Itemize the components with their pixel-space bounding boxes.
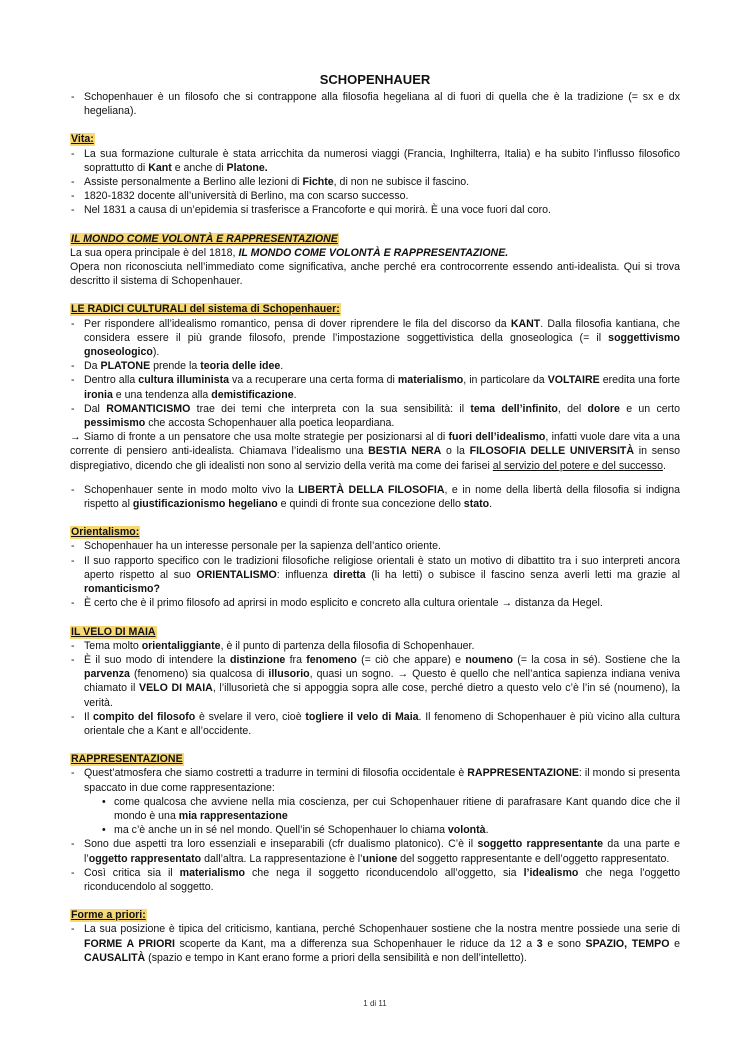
- text: fuori dell’idealismo: [448, 431, 546, 444]
- text: oggetto rappresentato: [88, 852, 202, 865]
- text: , in particolare da: [463, 374, 548, 387]
- text: compito del filosofo: [93, 710, 196, 723]
- section-heading-radici: LE RADICI CULTURALI del sistema di Schopenhauer:: [71, 303, 340, 316]
- list-item: [70, 483, 680, 511]
- text: : il mondo si presenta spaccato in due come rappresentazione:: [84, 767, 680, 794]
- text: va a recuperare una certa forma di: [229, 374, 398, 387]
- text: romanticismo?: [84, 583, 160, 596]
- sub-list: [84, 795, 680, 838]
- text: fenomeno: [306, 653, 357, 666]
- text: KANT: [510, 317, 541, 330]
- section-heading-mondo: IL MONDO COME VOLONTÀ E RAPPRESENTAZIONE: [71, 232, 338, 245]
- section-velo: [70, 625, 680, 739]
- text: Da: [84, 360, 101, 373]
- text: → Siamo di fronte a un pensatore che usa molte strategie per posizionarsi al di: [70, 431, 449, 444]
- text: e una tendenza alla: [112, 388, 212, 401]
- text: : influenza: [276, 568, 334, 581]
- text: VOLTAIRE: [547, 374, 600, 387]
- list-item: [70, 866, 680, 894]
- text: unione: [362, 852, 398, 865]
- text: e sono: [542, 937, 586, 950]
- text: l’idealismo: [523, 866, 579, 879]
- list-item: [70, 837, 680, 865]
- text: da una parte e l’: [84, 838, 680, 865]
- text: tema dell’infinito: [470, 402, 558, 415]
- text: ROMANTICISMO: [106, 402, 191, 415]
- text: trae dei temi che interpreta con la sua sensibilità: il: [190, 402, 471, 415]
- text: ORIENTALISMO: [196, 568, 277, 581]
- section-orientalismo: [70, 525, 680, 610]
- vita-list: [70, 147, 680, 218]
- spacer: [70, 473, 680, 483]
- text: , e in nome della libertà della filosofia si indigna rispetto al: [84, 483, 681, 511]
- text: (spazio e tempo in Kant erano forme a priori della sensibilità e non dell’intelletto).: [145, 951, 527, 964]
- text: .: [293, 388, 297, 401]
- text: eredita una forte: [599, 374, 680, 387]
- rappresentazione-list: [70, 766, 680, 894]
- text: FORME A PRIORI: [84, 937, 175, 950]
- text: Dentro alla: [84, 374, 139, 387]
- text: giustificazionismo hegeliano: [132, 498, 278, 511]
- section-mondo: [70, 232, 680, 289]
- text: distinzione: [229, 653, 286, 666]
- text: .: [489, 498, 493, 511]
- text: orientaliggiante: [141, 639, 221, 652]
- paragraph: [70, 260, 680, 288]
- text: che accosta Schopenhauer alla poetica leopardiana.: [145, 417, 395, 430]
- text: BESTIA NERA: [368, 445, 442, 458]
- text: Nel 1831 a causa di un’epidemia si trasferisce a Francoforte e qui morirà. È una voce fuori dal coro.: [84, 204, 551, 217]
- list-item: [70, 147, 680, 175]
- text: (li ha letti) o subisce il fascino senza averli letti ma grazie al: [365, 568, 680, 581]
- text: ironia: [84, 388, 113, 401]
- text: scoperte da Kant, ma a differenza sua Schopenhauer le riduce da 12 a: [174, 937, 537, 950]
- text: (= ciò che appare) e: [356, 653, 466, 666]
- text: cultura illuminista: [138, 374, 230, 387]
- text: È il suo modo di intendere la: [84, 653, 230, 666]
- text: volontà: [447, 824, 486, 837]
- text: soggettivismo gnoseologico: [84, 331, 680, 359]
- section-heading-orientalismo: Orientalismo:: [71, 526, 140, 539]
- text: Il suo rapporto specifico con le tradizioni filosofiche religiose orientali è stato un motivo di dibattito tra i suo interpreti ancora aperto rispetto al suo: [84, 554, 680, 581]
- text: mia rappresentazione: [178, 809, 288, 822]
- text: è svelare il vero, cioè: [195, 710, 306, 723]
- text: .: [662, 459, 666, 472]
- text: ma c’è anche un in sé nel mondo. Quell’in sé Schopenhauer lo chiama: [114, 824, 448, 837]
- list-item: [70, 766, 680, 837]
- text: SPAZIO, TEMPO: [585, 937, 670, 950]
- text: , di non ne subisce il fascino.: [333, 176, 470, 189]
- text: RAPPRESENTAZIONE: [467, 767, 579, 780]
- paragraph: [70, 246, 680, 260]
- text: È certo che è il primo filosofo ad aprirsi in modo esplicito e concreto alla cultura orientale → distanza da Hegel.: [84, 597, 603, 610]
- text: Platone.: [226, 161, 268, 174]
- text: Quest’atmosfera che siamo costretti a tradurre in termini di filosofia occidentale è: [84, 767, 468, 780]
- radici-list-2: [70, 483, 680, 511]
- text: La sua posizione è tipica del criticismo, kantiana, perché Schopenhauer sostiene che la nostra mentre possiede una serie di: [84, 923, 680, 936]
- text: fra: [285, 653, 307, 666]
- text: Schopenhauer ha un interesse personale per la sapienza dell’antico oriente.: [84, 540, 441, 553]
- section-heading-velo: IL VELO DI MAIA: [71, 625, 156, 638]
- text: al servizio del potere e del successo: [492, 459, 663, 472]
- list-item: [70, 175, 680, 189]
- text: Dal: [84, 402, 107, 415]
- text: 3: [536, 937, 543, 950]
- list-item: [70, 596, 680, 610]
- text: , del: [557, 402, 588, 415]
- text: Kant: [148, 161, 172, 174]
- list-item: [70, 653, 680, 710]
- list-item: [70, 203, 680, 217]
- text: in senso dispregiativo, dicendo che gli idealisti non sono al servizio della verità ma come dei farisei: [70, 445, 681, 472]
- list-item: [70, 359, 680, 373]
- text: IL MONDO COME VOLONTÀ E RAPPRESENTAZIONE.: [238, 246, 509, 259]
- text: 1820-1832 docente all’università di Berlino, ma con scarso successo.: [84, 190, 409, 203]
- text: Così critica sia il: [84, 866, 180, 879]
- text: soggetto rappresentante: [477, 838, 604, 851]
- text: materialismo: [179, 866, 246, 879]
- text: Il: [84, 710, 94, 723]
- radici-list: [70, 317, 680, 431]
- text: . Dalla filosofia kantiana, che considera essere il più grande filosofo, prende l’impostazione soggettivistica della gnoseologica (= il: [84, 317, 681, 344]
- sub-list-item: [100, 795, 680, 823]
- list-item: [70, 373, 680, 401]
- section-heading-forme: Forme a priori:: [71, 909, 146, 922]
- text: Fichte: [302, 176, 334, 189]
- list-item: [70, 317, 680, 360]
- section-heading-vita: Vita:: [71, 133, 94, 146]
- text: . Il fenomeno di Schopenhauer è più vicino alla cultura orientale che a Kant e all’occidente.: [84, 710, 680, 737]
- intro-list: [70, 90, 680, 118]
- text: CAUSALITÀ: [84, 951, 146, 964]
- list-item: [70, 402, 680, 430]
- text: parvenza: [84, 668, 130, 681]
- text: (= la cosa in sé). Sostiene che la: [512, 653, 681, 666]
- velo-list: [70, 639, 680, 738]
- text: diretta: [333, 568, 366, 581]
- text: FILOSOFIA DELLE UNIVERSITÀ: [469, 445, 635, 458]
- list-item: [70, 189, 680, 203]
- text: teoria delle idee: [200, 360, 281, 373]
- intro-text: Schopenhauer è un filosofo che si contrappone alla filosofia hegeliana al di fuori di quella che è la tradizione (= sx e dx hegeliana).: [84, 91, 680, 118]
- text: e anche di: [171, 161, 227, 174]
- text: ).: [152, 346, 160, 359]
- list-item: [70, 710, 680, 738]
- text: .: [485, 824, 489, 837]
- list-item: [70, 539, 680, 553]
- text: La sua formazione culturale è stata arricchita da numerosi viaggi (Francia, Inghilterra, Italia) e ha subito l’influsso filosofico soprattutto di: [84, 147, 680, 174]
- sub-list-item: [100, 823, 680, 837]
- text: LIBERTÀ DELLA FILOSOFIA: [298, 483, 445, 496]
- text: .: [280, 360, 284, 373]
- text: dall’altra. La rappresentazione è l’: [201, 852, 363, 865]
- paragraph: [70, 430, 680, 473]
- text: PLATONE: [100, 360, 151, 373]
- text: che nega l’oggetto riconducendolo al soggetto.: [84, 866, 681, 893]
- text: Assiste personalmente a Berlino alle lezioni di: [84, 176, 303, 189]
- list-item: [70, 90, 680, 118]
- section-radici: [70, 302, 680, 511]
- section-forme: [70, 908, 680, 965]
- orientalismo-list: [70, 539, 680, 610]
- text: pessimismo: [84, 417, 146, 430]
- text: , infatti vuole dare vita a una corrente di pensiero anti-idealista. Chiamava l’idealismo una: [70, 431, 680, 458]
- text: (fenomeno) sia qualcosa di: [129, 668, 269, 681]
- text: , è il punto di partenza della filosofia di Schopenhauer.: [220, 639, 475, 652]
- text: , l’illusorietà che si appoggia sopra alle cose, perché dietro a questo velo c’è l’in sé (noumeno), la verità.: [84, 682, 680, 709]
- text: che nega il soggetto riconducendolo all’oggetto, sia: [245, 866, 524, 879]
- section-heading-rappresentazione: RAPPRESENTAZIONE: [71, 753, 183, 766]
- text: stato: [463, 498, 490, 511]
- text: e: [669, 937, 680, 950]
- text: demistificazione: [211, 388, 294, 401]
- text: del soggetto rappresentante e dell’oggetto rappresentato.: [397, 852, 670, 865]
- text: e un certo: [619, 402, 680, 415]
- text: VELO DI MAIA: [139, 682, 213, 695]
- text: o la: [441, 445, 470, 458]
- text: dolore: [587, 402, 620, 415]
- text: e quindi di fronte sua concezione dello: [277, 498, 464, 511]
- text: Schopenhauer sente in modo molto vivo la: [84, 483, 299, 496]
- text: noumeno: [465, 653, 513, 666]
- section-rappresentazione: [70, 752, 680, 894]
- list-item: [70, 639, 680, 653]
- text: Per rispondere all’idealismo romantico, pensa di dover riprendere le fila del discorso da: [84, 317, 511, 330]
- text: come qualcosa che avviene nella mia coscienza, per cui Schopenhauer ritiene di parafrasare Kant quando dice che il mondo è una: [114, 795, 680, 822]
- text: prende la: [150, 360, 201, 373]
- page-title: SCHOPENHAUER: [319, 72, 431, 87]
- list-item: [70, 922, 680, 965]
- section-vita: [70, 132, 680, 217]
- text: togliere il velo di Maia: [305, 710, 419, 723]
- page-number: 1 di 11: [363, 999, 387, 1008]
- text: Tema molto: [84, 639, 142, 652]
- text: Sono due aspetti tra loro essenziali e inseparabili (cfr dualismo platonico). C’è il: [84, 838, 478, 851]
- text: illusorio: [268, 668, 310, 681]
- text: Opera non riconosciuta nell’immediato come significativa, anche perché era controcorrente essendo anti-idealista. Qui si trova descritto il sistema di Schopenhauer.: [70, 261, 680, 288]
- text: materialismo: [397, 374, 464, 387]
- text: La sua opera principale è del 1818,: [70, 246, 239, 259]
- list-item: [70, 554, 680, 597]
- forme-list: [70, 922, 680, 965]
- text: , quasi un sogno. → Questo è quello che nell’antica sapienza indiana veniva chiamato il: [84, 668, 680, 695]
